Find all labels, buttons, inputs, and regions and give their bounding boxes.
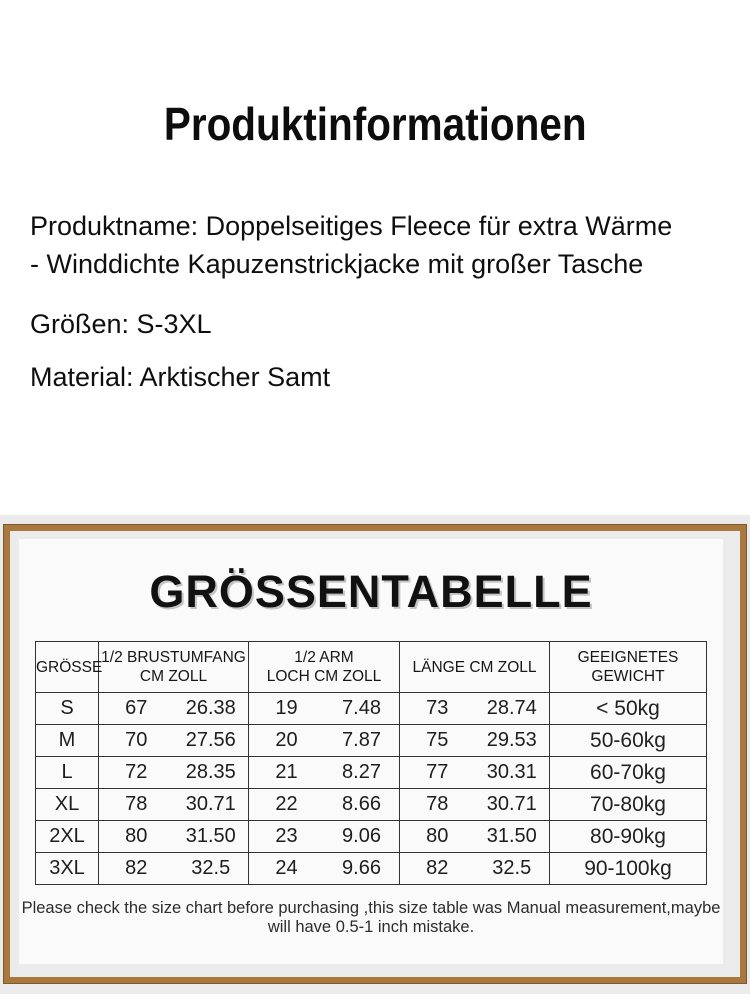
len-zoll: 29.53 bbox=[486, 729, 537, 751]
bust-cell bbox=[99, 853, 249, 885]
len-zoll: 31.50 bbox=[486, 825, 537, 847]
table-row-xl bbox=[36, 789, 707, 821]
weight-cell: 70-80kg bbox=[550, 789, 707, 821]
product-name-line1: Produktname: Doppelseitiges Fleece für extra Wärme bbox=[30, 211, 673, 241]
length-cell bbox=[400, 757, 550, 789]
size-cell: L bbox=[36, 757, 99, 789]
arm-zoll: 8.66 bbox=[342, 793, 381, 815]
length-cell bbox=[400, 725, 550, 757]
arm-cm: 19 bbox=[275, 697, 298, 719]
bust-cm: 67 bbox=[125, 697, 148, 719]
armhole-cell bbox=[249, 757, 400, 789]
len-zoll: 28.74 bbox=[486, 697, 537, 719]
product-name-line2: - Winddichte Kapuzenstrickjacke mit großer Tasche bbox=[30, 249, 644, 279]
len-cm: 78 bbox=[426, 793, 449, 815]
len-cm: 73 bbox=[426, 697, 449, 719]
len-cm: 82 bbox=[426, 857, 449, 879]
len-zoll: 30.31 bbox=[486, 761, 537, 783]
size-cell: M bbox=[36, 725, 99, 757]
len-cm: 80 bbox=[426, 825, 449, 847]
bust-cell bbox=[99, 757, 249, 789]
weight-cell: 50-60kg bbox=[550, 725, 707, 757]
armhole-cell bbox=[249, 853, 400, 885]
size-chart-section bbox=[0, 515, 750, 994]
len-zoll: 30.71 bbox=[486, 793, 537, 815]
bust-zoll: 31.50 bbox=[185, 825, 236, 847]
page-title-text: Produktinformationen bbox=[163, 98, 587, 150]
col-header-length: LÄNGE CM ZOLL bbox=[400, 642, 550, 693]
bust-cm: 78 bbox=[125, 793, 148, 815]
weight-cell: 60-70kg bbox=[550, 757, 707, 789]
arm-zoll: 8.27 bbox=[342, 761, 381, 783]
sizes-line: Größen: S-3XL bbox=[30, 309, 212, 339]
bust-zoll: 27.56 bbox=[185, 729, 236, 751]
size-table bbox=[35, 641, 707, 885]
bust-cm: 82 bbox=[125, 857, 148, 879]
bust-cm: 72 bbox=[125, 761, 148, 783]
bust-zoll: 28.35 bbox=[185, 761, 236, 783]
bust-cell bbox=[99, 821, 249, 853]
product-info-block bbox=[0, 207, 750, 392]
weight-cell: 80-90kg bbox=[550, 821, 707, 853]
weight-cell: 90-100kg bbox=[550, 853, 707, 885]
length-cell bbox=[400, 789, 550, 821]
size-cell: 3XL bbox=[36, 853, 99, 885]
bust-zoll: 32.5 bbox=[191, 857, 231, 879]
col-header-bust-line1: 1/2 BRUSTUMFANG bbox=[101, 649, 246, 666]
bust-zoll: 30.71 bbox=[185, 793, 236, 815]
arm-cm: 22 bbox=[275, 793, 298, 815]
length-cell bbox=[400, 693, 550, 725]
col-header-weight bbox=[550, 642, 707, 693]
length-cell bbox=[400, 821, 550, 853]
bust-cell bbox=[99, 693, 249, 725]
table-row-m bbox=[36, 725, 707, 757]
size-cell: S bbox=[36, 693, 99, 725]
size-cell: XL bbox=[36, 789, 99, 821]
product-name bbox=[30, 207, 728, 283]
table-row-s bbox=[36, 693, 707, 725]
size-table-header-row bbox=[36, 642, 707, 693]
armhole-cell bbox=[249, 725, 400, 757]
arm-cm: 20 bbox=[275, 729, 298, 751]
bust-cell bbox=[99, 789, 249, 821]
arm-zoll: 7.87 bbox=[342, 729, 381, 751]
size-chart-inner bbox=[19, 539, 723, 964]
table-row-l bbox=[36, 757, 707, 789]
armhole-cell bbox=[249, 821, 400, 853]
col-header-weight-line1: GEEIGNETES bbox=[577, 649, 679, 666]
col-header-armhole-line1: 1/2 ARM bbox=[294, 649, 354, 666]
table-row-2xl bbox=[36, 821, 707, 853]
arm-zoll: 9.66 bbox=[342, 857, 381, 879]
size-chart-note: Please check the size chart before purchasing ,this size table was Manual measurement,maybe will have 0.5-1 inch mistake. bbox=[21, 899, 721, 936]
len-cm: 77 bbox=[426, 761, 449, 783]
armhole-cell bbox=[249, 693, 400, 725]
len-zoll: 32.5 bbox=[492, 857, 532, 879]
col-header-weight-line2: GEWICHT bbox=[591, 668, 665, 685]
arm-cm: 23 bbox=[275, 825, 298, 847]
armhole-cell bbox=[249, 789, 400, 821]
size-chart-title: GRÖSSENTABELLE bbox=[149, 566, 593, 617]
col-header-armhole bbox=[249, 642, 400, 693]
bust-zoll: 26.38 bbox=[185, 697, 236, 719]
size-chart-frame bbox=[4, 525, 746, 983]
bust-cm: 80 bbox=[125, 825, 148, 847]
col-header-size: GRÖSSE bbox=[36, 642, 99, 693]
arm-zoll: 7.48 bbox=[342, 697, 381, 719]
arm-cm: 21 bbox=[275, 761, 298, 783]
col-header-bust-line2: CM ZOLL bbox=[139, 668, 208, 685]
arm-cm: 24 bbox=[275, 857, 298, 879]
col-header-bust bbox=[99, 642, 249, 693]
len-cm: 75 bbox=[426, 729, 449, 751]
table-row-3xl bbox=[36, 853, 707, 885]
bust-cell bbox=[99, 725, 249, 757]
material-line: Material: Arktischer Samt bbox=[30, 362, 331, 392]
bust-cm: 70 bbox=[125, 729, 148, 751]
size-cell: 2XL bbox=[36, 821, 99, 853]
arm-zoll: 9.06 bbox=[342, 825, 381, 847]
page-title bbox=[0, 97, 750, 151]
length-cell bbox=[400, 853, 550, 885]
col-header-armhole-line2: LOCH CM ZOLL bbox=[266, 668, 382, 685]
weight-cell: < 50kg bbox=[550, 693, 707, 725]
